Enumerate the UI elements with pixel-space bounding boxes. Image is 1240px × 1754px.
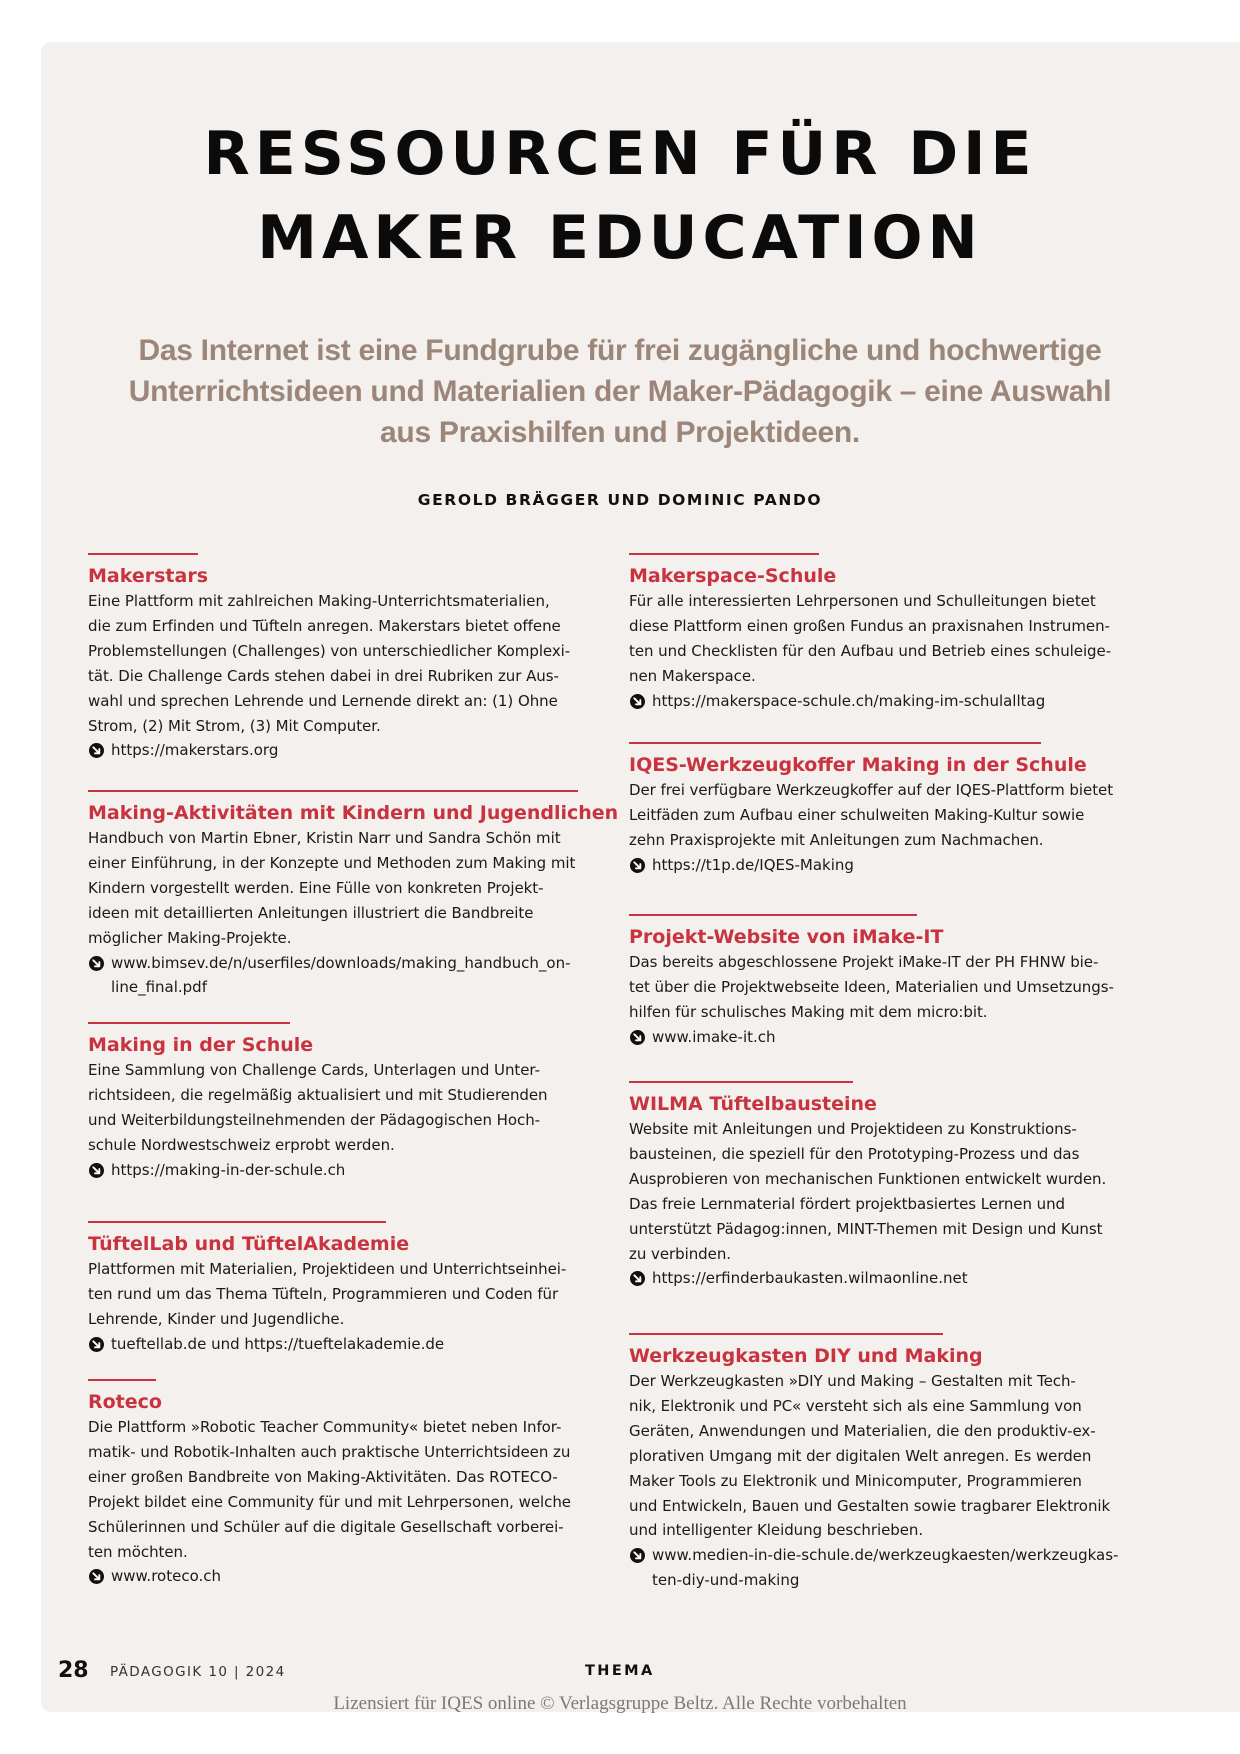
resource-description [629, 1117, 1159, 1266]
description-line: und intelligenter Kleidung beschrieben. [629, 1521, 924, 1540]
resource-description [88, 1257, 618, 1332]
description-line: Das freie Lernmaterial fördert projektbasiertes Lernen und [629, 1194, 1066, 1213]
description-line: Website mit Anleitungen und Projektideen zu Konstruktions- [629, 1120, 1077, 1138]
resource-title: Making-Aktivitäten mit Kindern und Jugendlichen [88, 802, 619, 824]
resource-link[interactable] [88, 1332, 618, 1357]
resource-entry [629, 1333, 1159, 1593]
description-line: ten und Checklisten für den Aufbau und Betrieb eines schuleige- [629, 641, 1112, 660]
resource-link[interactable] [629, 689, 1159, 714]
red-divider-rule [629, 1081, 853, 1083]
resource-link[interactable] [88, 1158, 618, 1183]
resource-description [88, 1058, 618, 1158]
red-divider-rule [88, 1379, 156, 1381]
resource-description [88, 1415, 618, 1564]
description-line: ideen mit detaillierten Anleitungen illustriert die Bandbreite [88, 903, 534, 922]
description-line: Der Werkzeugkasten »DIY und Making – Gestalten mit Tech- [629, 1372, 1076, 1390]
description-line: die zum Erfinden und Tüfteln anregen. Makerstars bietet offene [88, 616, 561, 635]
resource-title: TüftelLab und TüftelAkademie [88, 1233, 410, 1255]
description-line: ten möchten. [88, 1542, 188, 1561]
resource-title: IQES-Werkzeugkoffer Making in der Schule [629, 754, 1087, 776]
external-link-arrow-icon [89, 1337, 104, 1352]
red-divider-rule [88, 1221, 386, 1223]
lead-subtitle [90, 330, 1150, 453]
description-line: zu verbinden. [629, 1244, 731, 1263]
description-line: und Entwickeln, Bauen und Gestalten sowie tragbarer Elektronik [629, 1496, 1111, 1515]
resource-link[interactable] [629, 1025, 1159, 1050]
description-line: Projekt bildet eine Community für und mit Lehrpersonen, welche [88, 1492, 571, 1511]
magazine-issue: PÄDAGOGIK 10 | 2024 [110, 1664, 286, 1680]
description-line: richtsideen, die regelmäßig aktualisiert und mit Studierenden [88, 1085, 548, 1104]
resource-link[interactable] [629, 1543, 1159, 1593]
resource-link[interactable] [629, 853, 1159, 878]
title-line-1: RESSOURCEN FÜR DIE [203, 119, 1037, 189]
description-line: Eine Sammlung von Challenge Cards, Unterlagen und Unter- [88, 1061, 540, 1079]
description-line: Leitfäden zum Aufbau einer schulweiten Making-Kultur sowie [629, 805, 1085, 824]
subtitle-line-2: Unterrichtsideen und Materialien der Maker-Pädagogik – eine Auswahl [128, 375, 1112, 408]
resource-entry [88, 553, 618, 763]
resource-description [88, 826, 618, 951]
description-line: Problemstellungen (Challenges) von unterschiedlicher Komplexi- [88, 641, 571, 660]
resource-title: WILMA Tüftelbausteine [629, 1093, 877, 1115]
description-line: tet über die Projektwebseite Ideen, Materialien und Umsetzungs- [629, 977, 1114, 996]
description-line: tät. Die Challenge Cards stehen dabei in drei Rubriken zur Aus- [88, 666, 559, 685]
description-line: nik, Elektronik und PC« versteht sich als eine Sammlung von [629, 1396, 1082, 1415]
red-divider-rule [629, 742, 1041, 744]
link-url-text[interactable]: https://making-in-der-schule.ch [111, 1160, 346, 1179]
link-url-text[interactable]: www.roteco.ch [111, 1567, 222, 1586]
authors-byline: GEROLD BRÄGGER UND DOMINIC PANDO [417, 491, 823, 509]
description-line: diese Plattform einen großen Fundus an praxisnahen Instrumen- [629, 616, 1110, 635]
resource-description [629, 1369, 1159, 1543]
red-divider-rule [88, 553, 198, 555]
description-line: ten rund um das Thema Tüfteln, Programmieren und Coden für [88, 1284, 559, 1303]
description-line: Strom, (2) Mit Strom, (3) Mit Computer. [88, 716, 381, 735]
license-notice: Lizensiert für IQES online © Verlagsgruppe Beltz. Alle Rechte vorbehalten [333, 1693, 907, 1714]
resource-title: Projekt-Website von iMake-IT [629, 926, 944, 948]
description-line: zehn Praxisprojekte mit Anleitungen zum Nachmachen. [629, 830, 1044, 849]
link-url-text[interactable]: https://t1p.de/IQES-Making [652, 855, 854, 874]
external-link-arrow-icon [630, 1548, 645, 1563]
link-url-text[interactable]: www.imake-it.ch [652, 1027, 776, 1046]
description-line: plorativen Umgang mit der digitalen Welt anregen. Es werden [629, 1446, 1092, 1465]
link-url-text[interactable]: https://makerspace-schule.ch/making-im-schulalltag [652, 691, 1046, 710]
external-link-arrow-icon [630, 694, 645, 709]
red-divider-rule [629, 553, 819, 555]
description-line: Plattformen mit Materialien, Projektideen und Unterrichtseinhei- [88, 1260, 567, 1278]
red-divider-rule [88, 1022, 290, 1024]
resource-link[interactable] [88, 951, 618, 1001]
description-line: Ausprobieren von mechanischen Funktionen entwickelt wurden. [629, 1169, 1107, 1188]
resource-title: Werkzeugkasten DIY und Making [629, 1345, 983, 1367]
subtitle-line-1: Das Internet ist eine Fundgrube für frei zugängliche und hochwertige [138, 334, 1102, 367]
page-title [0, 112, 1240, 280]
description-line: unterstützt Pädagog:innen, MINT-Themen mit Design und Kunst [629, 1219, 1103, 1238]
resource-entry [629, 1081, 1159, 1291]
link-url-text[interactable]: https://erfinderbaukasten.wilmaonline.net [652, 1269, 968, 1288]
external-link-arrow-icon [89, 1569, 104, 1584]
external-link-arrow-icon [630, 858, 645, 873]
description-line: Schülerinnen und Schüler auf die digitale Gesellschaft vorberei- [88, 1517, 564, 1536]
description-line: Das bereits abgeschlossene Projekt iMake-IT der PH FHNW bie- [629, 953, 1099, 971]
description-line: Lehrende, Kinder und Jugendliche. [88, 1309, 345, 1328]
description-line: Handbuch von Martin Ebner, Kristin Narr und Sandra Schön mit [88, 829, 561, 847]
description-line: nen Makerspace. [629, 666, 756, 685]
resource-entry [629, 553, 1159, 714]
description-line: Geräten, Anwendungen und Materialien, die den produktiv-ex- [629, 1421, 1096, 1440]
description-line: einer großen Bandbreite von Making-Aktivitäten. Das ROTECO- [88, 1467, 558, 1486]
description-line: matik- und Robotik-Inhalten auch praktische Unterrichtsideen zu [88, 1442, 571, 1461]
resource-description [629, 778, 1159, 853]
subtitle-line-3: aus Praxishilfen und Projektideen. [380, 416, 860, 449]
description-line: bausteinen, die speziell für den Prototyping-Prozess und das [629, 1144, 1080, 1163]
page-number: 28 [58, 1658, 89, 1683]
resource-description [629, 589, 1159, 689]
external-link-arrow-icon [630, 1030, 645, 1045]
resource-entry [88, 1022, 618, 1183]
description-line: Kindern vorgestellt werden. Eine Fülle von konkreten Projekt- [88, 878, 544, 897]
description-line: wahl und sprechen Lehrende und Lernende direkt an: (1) Ohne [88, 691, 558, 710]
resource-link[interactable] [88, 1564, 618, 1589]
resource-entry [88, 1221, 618, 1357]
description-line: Eine Plattform mit zahlreichen Making-Unterrichtsmaterialien, [88, 592, 550, 610]
description-line: und Weiterbildungsteilnehmenden der Pädagogischen Hoch- [88, 1110, 541, 1129]
red-divider-rule [629, 914, 917, 916]
description-line: Die Plattform »Robotic Teacher Community« bietet neben Infor- [88, 1418, 562, 1436]
resource-title: Makerspace-Schule [629, 565, 837, 587]
description-line: möglicher Making-Projekte. [88, 928, 292, 947]
description-line: einer Einführung, in der Konzepte und Methoden zum Making mit [88, 853, 576, 872]
link-url-text[interactable]: line_final.pdf [111, 978, 207, 997]
link-url-text[interactable]: www.bimsev.de/n/userfiles/downloads/making_handbuch_on- [111, 953, 571, 972]
red-divider-rule [629, 1333, 943, 1335]
link-url-text[interactable]: ten-diy-und-making [652, 1571, 800, 1590]
resource-entry [629, 742, 1159, 878]
link-url-text[interactable]: https://makerstars.org [111, 741, 279, 760]
external-link-arrow-icon [89, 743, 104, 758]
resource-title: Making in der Schule [88, 1034, 314, 1056]
resource-link[interactable] [88, 738, 618, 763]
section-label: THEMA [585, 1663, 655, 1679]
link-url-text[interactable]: tueftellab.de und https://tueftelakademie.de [111, 1334, 445, 1353]
description-line: Der frei verfügbare Werkzeugkoffer auf der IQES-Plattform bietet [629, 781, 1114, 799]
external-link-arrow-icon [89, 956, 104, 971]
resource-entry [88, 790, 618, 1000]
resource-description [629, 950, 1159, 1025]
description-line: hilfen für schulisches Making mit dem micro:bit. [629, 1002, 988, 1021]
resource-title: Makerstars [88, 565, 209, 587]
resource-title: Roteco [88, 1391, 162, 1413]
resource-link[interactable] [629, 1266, 1159, 1291]
description-line: Maker Tools zu Elektronik und Minicomputer, Programmieren [629, 1471, 1082, 1490]
link-url-text[interactable]: www.medien-in-die-schule.de/werkzeugkaesten/werkzeugkas- [652, 1546, 1119, 1565]
external-link-arrow-icon [630, 1271, 645, 1286]
description-line: Für alle interessierten Lehrpersonen und Schulleitungen bietet [629, 592, 1096, 610]
resource-entry [88, 1379, 618, 1589]
title-line-2: MAKER EDUCATION [257, 203, 983, 273]
description-line: schule Nordwestschweiz erprobt werden. [88, 1135, 395, 1154]
resource-description [88, 589, 618, 738]
external-link-arrow-icon [89, 1163, 104, 1178]
red-divider-rule [88, 790, 578, 792]
resource-entry [629, 914, 1159, 1050]
